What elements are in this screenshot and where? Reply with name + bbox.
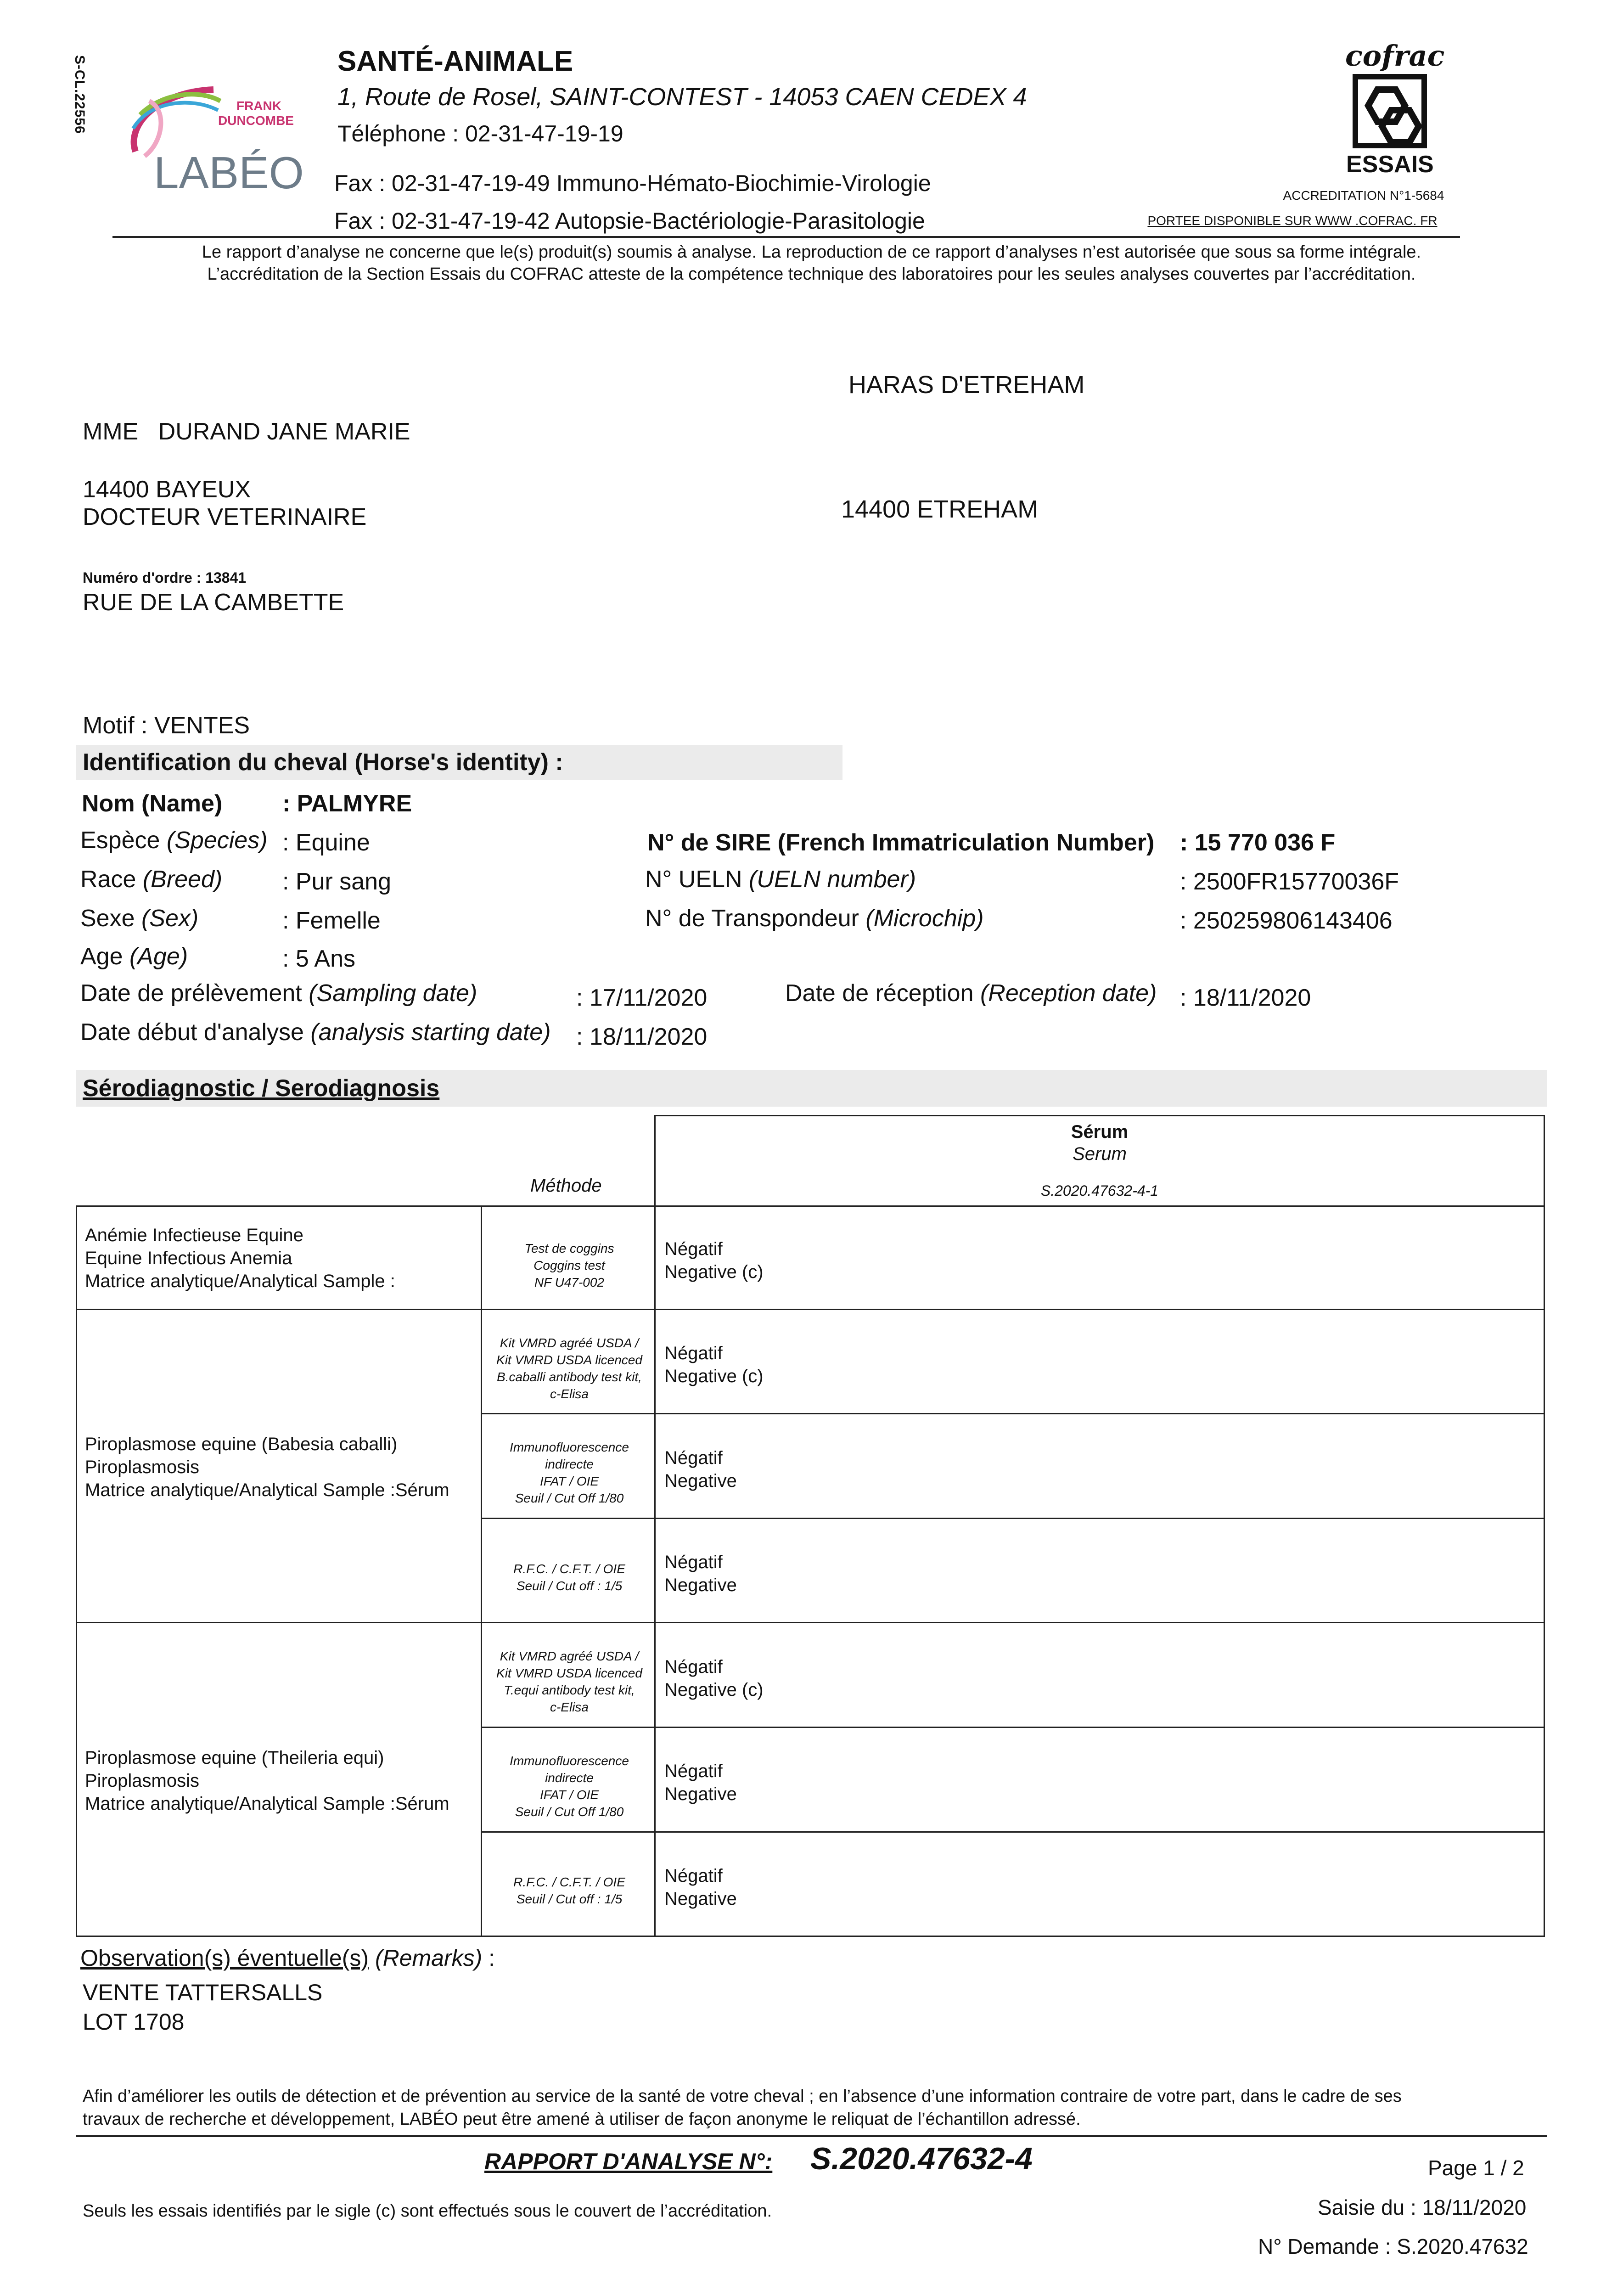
method-line: R.F.C. / C.F.T. / OIE	[513, 1875, 625, 1889]
lab-fax-2: Fax : 02-31-47-19-42 Autopsie-Bactériologie-Parasitologie	[334, 208, 925, 234]
sex-label-en: (Sex)	[141, 905, 199, 932]
labeo-logo-icon	[122, 73, 333, 197]
sex-label	[80, 905, 198, 932]
recipient-street: RUE DE LA CAMBETTE	[83, 589, 344, 616]
transponder-label	[645, 905, 984, 932]
method-line: Seuil / Cut Off 1/80	[515, 1491, 624, 1505]
lab-title: SANTÉ-ANIMALE	[337, 45, 573, 77]
result-cell	[664, 1446, 737, 1492]
owner-name: HARAS D'ETREHAM	[848, 371, 1085, 399]
ueln-label-fr: N° UELN	[645, 866, 742, 893]
method-line: T.equi antibody test kit,	[504, 1683, 635, 1697]
disclaimer-line-2: L’accréditation de la Section Essais du COFRAC atteste de la compétence technique des laboratoires pour les seules analyses couvertes par l’accréditation.	[207, 264, 1416, 284]
disclaimer-line-1: Le rapport d’analyse ne concerne que le(s) produit(s) soumis à analyse. La reproduction de ce rapport d’analyses n’est autorisée que sous sa forme intégrale.	[202, 242, 1421, 262]
table-line	[654, 1115, 1545, 1116]
document-code: S-CL.22556	[72, 55, 87, 134]
result-fr: Négatif	[664, 1343, 723, 1363]
analysis-start-label	[80, 1019, 551, 1046]
method-line: Test de coggins	[524, 1241, 614, 1255]
research-notice-line-1: Afin d’améliorer les outils de détection et de prévention au service de la santé de votre cheval ; en l’absence d’une information contraire de votre part, dans le cadre de ses	[83, 2087, 1402, 2106]
analysis-name-en: Piroplasmosis	[85, 1771, 199, 1791]
result-fr: Négatif	[664, 1448, 723, 1468]
report-number: S.2020.47632-4	[810, 2141, 1033, 2176]
analysis-name-en: Equine Infectious Anemia	[85, 1248, 292, 1268]
method-cell	[484, 1334, 654, 1402]
cofrac-logo	[1345, 39, 1455, 177]
start-label-fr: Date début d'analyse	[80, 1019, 304, 1046]
analysis-sample: Matrice analytique/Analytical Sample :	[85, 1271, 395, 1291]
sampling-label-en: (Sampling date)	[309, 980, 477, 1007]
result-en: Negative (c)	[664, 1262, 764, 1282]
logo-sub2: DUNCOMBE	[218, 113, 294, 128]
accreditation-number: ACCREDITATION N°1-5684	[1283, 188, 1444, 203]
header-divider	[112, 236, 1460, 238]
table-line	[76, 1309, 1545, 1310]
table-line	[481, 1727, 1545, 1728]
page-indicator: Page 1 / 2	[1428, 2156, 1524, 2180]
method-cell	[484, 1240, 654, 1291]
method-line: Coggins test	[534, 1258, 605, 1272]
method-line: Immunofluorescence	[510, 1440, 629, 1454]
recipient-name: MME DURAND JANE MARIE	[83, 418, 410, 445]
result-en: Negative	[664, 1575, 737, 1595]
result-en: Negative	[664, 1889, 737, 1909]
lab-fax-1: Fax : 02-31-47-19-49 Immuno-Hémato-Biochimie-Virologie	[334, 170, 931, 196]
research-notice	[83, 2085, 1552, 2131]
method-line: Kit VMRD agréé USDA /	[500, 1649, 639, 1663]
age-value: : 5 Ans	[282, 945, 355, 972]
analysis-name-fr: Anémie Infectieuse Equine	[85, 1225, 303, 1245]
method-cell	[484, 1874, 654, 1908]
method-header: Méthode	[530, 1176, 602, 1196]
analysis-group	[85, 1746, 449, 1815]
remark-line-2: LOT 1708	[83, 2009, 185, 2035]
cofrac-essais: ESSAIS	[1346, 151, 1434, 177]
method-line: Seuil / Cut off : 1/5	[516, 1579, 623, 1593]
age-label	[80, 943, 188, 970]
remarks-label-en: (Remarks)	[375, 1945, 483, 1971]
labeo-logo	[122, 73, 333, 197]
method-line: indirecte	[545, 1457, 594, 1471]
ueln-label-en: (UELN number)	[748, 866, 916, 893]
analysis-start-value: : 18/11/2020	[576, 1024, 708, 1050]
request-number: N° Demande : S.2020.47632	[1258, 2234, 1528, 2258]
table-line	[1544, 1115, 1545, 1937]
cofrac-logo-icon	[1345, 39, 1455, 177]
result-fr: Négatif	[664, 1866, 723, 1886]
sampling-date-label	[80, 979, 477, 1007]
method-cell	[484, 1752, 654, 1820]
method-line: Kit VMRD USDA licenced	[496, 1353, 642, 1367]
age-label-en: (Age)	[129, 943, 188, 970]
analysis-name-en: Piroplasmosis	[85, 1457, 199, 1477]
method-line: IFAT / OIE	[539, 1474, 599, 1488]
sire-value: : 15 770 036 F	[1180, 829, 1336, 856]
reception-date-value: : 18/11/2020	[1180, 985, 1311, 1011]
result-en: Negative	[664, 1784, 737, 1804]
cofrac-wordmark: cofrac	[1345, 39, 1445, 73]
analysis-sample: Matrice analytique/Analytical Sample :Sérum	[85, 1480, 449, 1500]
method-line: IFAT / OIE	[539, 1788, 599, 1802]
species-label-fr: Espèce	[80, 827, 160, 854]
method-line: NF U47-002	[534, 1275, 604, 1289]
serum-header-fr: Sérum	[1071, 1122, 1129, 1142]
sire-label: N° de SIRE (French Immatriculation Number)	[647, 829, 1155, 856]
table-line	[481, 1205, 482, 1937]
breed-label-en: (Breed)	[142, 866, 223, 893]
identity-heading: Identification du cheval (Horse's identity) :	[76, 745, 842, 780]
ueln-value: : 2500FR15770036F	[1180, 868, 1399, 895]
cofrac-link[interactable]: PORTEE DISPONIBLE SUR WWW .COFRAC. FR	[1147, 214, 1438, 228]
method-line: Kit VMRD USDA licenced	[496, 1666, 642, 1680]
result-en: Negative	[664, 1471, 737, 1491]
species-label-en: (Species)	[166, 827, 268, 854]
analysis-sample: Matrice analytique/Analytical Sample :Sérum	[85, 1794, 449, 1814]
order-number: Numéro d'ordre : 13841	[83, 569, 247, 586]
method-line: c-Elisa	[550, 1387, 589, 1401]
sample-id: S.2020.47632-4-1	[1040, 1182, 1159, 1199]
result-fr: Négatif	[664, 1761, 723, 1781]
species-value: : Equine	[282, 829, 370, 856]
remarks-label-fr: Observation(s) éventuelle(s)	[80, 1945, 369, 1971]
serum-header-en: Serum	[1073, 1144, 1127, 1164]
table-line	[76, 1205, 77, 1937]
result-fr: Négatif	[664, 1657, 723, 1677]
result-cell	[664, 1864, 737, 1910]
table-line	[481, 1518, 1545, 1519]
transponder-label-en: (Microchip)	[865, 905, 984, 932]
transponder-label-fr: N° de Transpondeur	[645, 905, 859, 932]
method-cell	[484, 1560, 654, 1594]
table-line	[76, 1622, 1545, 1623]
sex-value: : Femelle	[282, 907, 381, 934]
motif: Motif : VENTES	[83, 712, 250, 739]
accreditation-note: Seuls les essais identifiés par le sigle (c) sont effectués sous le couvert de l’accréditation.	[83, 2201, 772, 2221]
sampling-label-fr: Date de prélèvement	[80, 980, 302, 1007]
breed-label	[80, 866, 222, 893]
analysis-name-fr: Piroplasmose equine (Babesia caballi)	[85, 1434, 398, 1454]
table-line	[76, 1936, 1545, 1937]
result-cell	[664, 1655, 764, 1701]
species-label	[80, 827, 268, 854]
method-cell	[484, 1439, 654, 1507]
research-notice-line-2: travaux de recherche et développement, LABÉO peut être amené à utiliser de façon anonyme le reliquat de l’échantillon adressé.	[83, 2110, 1081, 2129]
result-cell	[664, 1238, 764, 1283]
reception-label-fr: Date de réception	[785, 980, 974, 1007]
result-en: Negative (c)	[664, 1366, 764, 1386]
age-label-fr: Age	[80, 943, 123, 970]
recipient-city: 14400 BAYEUX	[83, 476, 251, 503]
analysis-name-fr: Piroplasmose equine (Theileria equi)	[85, 1748, 384, 1768]
breed-value: : Pur sang	[282, 868, 392, 895]
reception-date-label	[785, 979, 1157, 1007]
method-line: indirecte	[545, 1771, 594, 1785]
lab-address: 1, Route de Rosel, SAINT-CONTEST - 14053 CAEN CEDEX 4	[337, 83, 1027, 111]
method-line: c-Elisa	[550, 1700, 589, 1714]
method-line: Seuil / Cut off : 1/5	[516, 1892, 623, 1906]
remark-line-1: VENTE TATTERSALLS	[83, 1980, 323, 2005]
remarks-colon: :	[482, 1945, 495, 1971]
result-fr: Négatif	[664, 1239, 723, 1259]
result-cell	[664, 1551, 737, 1597]
sampling-date-value: : 17/11/2020	[576, 985, 708, 1011]
reception-label-en: (Reception date)	[980, 980, 1157, 1007]
analysis-group	[85, 1224, 395, 1293]
method-line: Seuil / Cut Off 1/80	[515, 1805, 624, 1819]
lab-telephone: Téléphone : 02-31-47-19-19	[337, 121, 623, 146]
table-line	[481, 1831, 1545, 1833]
start-label-en: (analysis starting date)	[310, 1019, 551, 1046]
table-line	[481, 1413, 1545, 1414]
result-cell	[664, 1760, 737, 1806]
breed-label-fr: Race	[80, 866, 136, 893]
entry-date: Saisie du : 18/11/2020	[1318, 2195, 1527, 2219]
name-value: : PALMYRE	[282, 790, 412, 817]
result-en: Negative (c)	[664, 1680, 764, 1700]
method-line: Immunofluorescence	[510, 1754, 629, 1768]
table-line	[76, 1205, 1545, 1207]
ueln-label	[645, 866, 916, 893]
logo-sub1: FRANK	[236, 99, 281, 113]
disclaimer	[69, 241, 1554, 285]
method-line: B.caballi antibody test kit,	[497, 1370, 642, 1384]
analysis-group	[85, 1433, 449, 1502]
recipient-title: DOCTEUR VETERINAIRE	[83, 504, 367, 530]
result-fr: Négatif	[664, 1552, 723, 1572]
name-label: Nom (Name)	[82, 790, 223, 817]
result-cell	[664, 1342, 764, 1388]
method-cell	[484, 1648, 654, 1716]
serodiagnosis-heading: Sérodiagnostic / Serodiagnosis	[76, 1070, 1547, 1107]
logo-brand: LABÉO	[154, 147, 304, 197]
method-line: Kit VMRD agréé USDA /	[500, 1336, 639, 1350]
table-line	[654, 1115, 656, 1937]
owner-city: 14400 ETREHAM	[841, 495, 1039, 523]
report-number-label: RAPPORT D'ANALYSE N°:	[484, 2149, 773, 2174]
transponder-value: : 250259806143406	[1180, 907, 1393, 934]
footer-divider	[76, 2135, 1547, 2137]
sex-label-fr: Sexe	[80, 905, 135, 932]
method-line: R.F.C. / C.F.T. / OIE	[513, 1562, 625, 1576]
remarks-label	[80, 1945, 495, 1971]
